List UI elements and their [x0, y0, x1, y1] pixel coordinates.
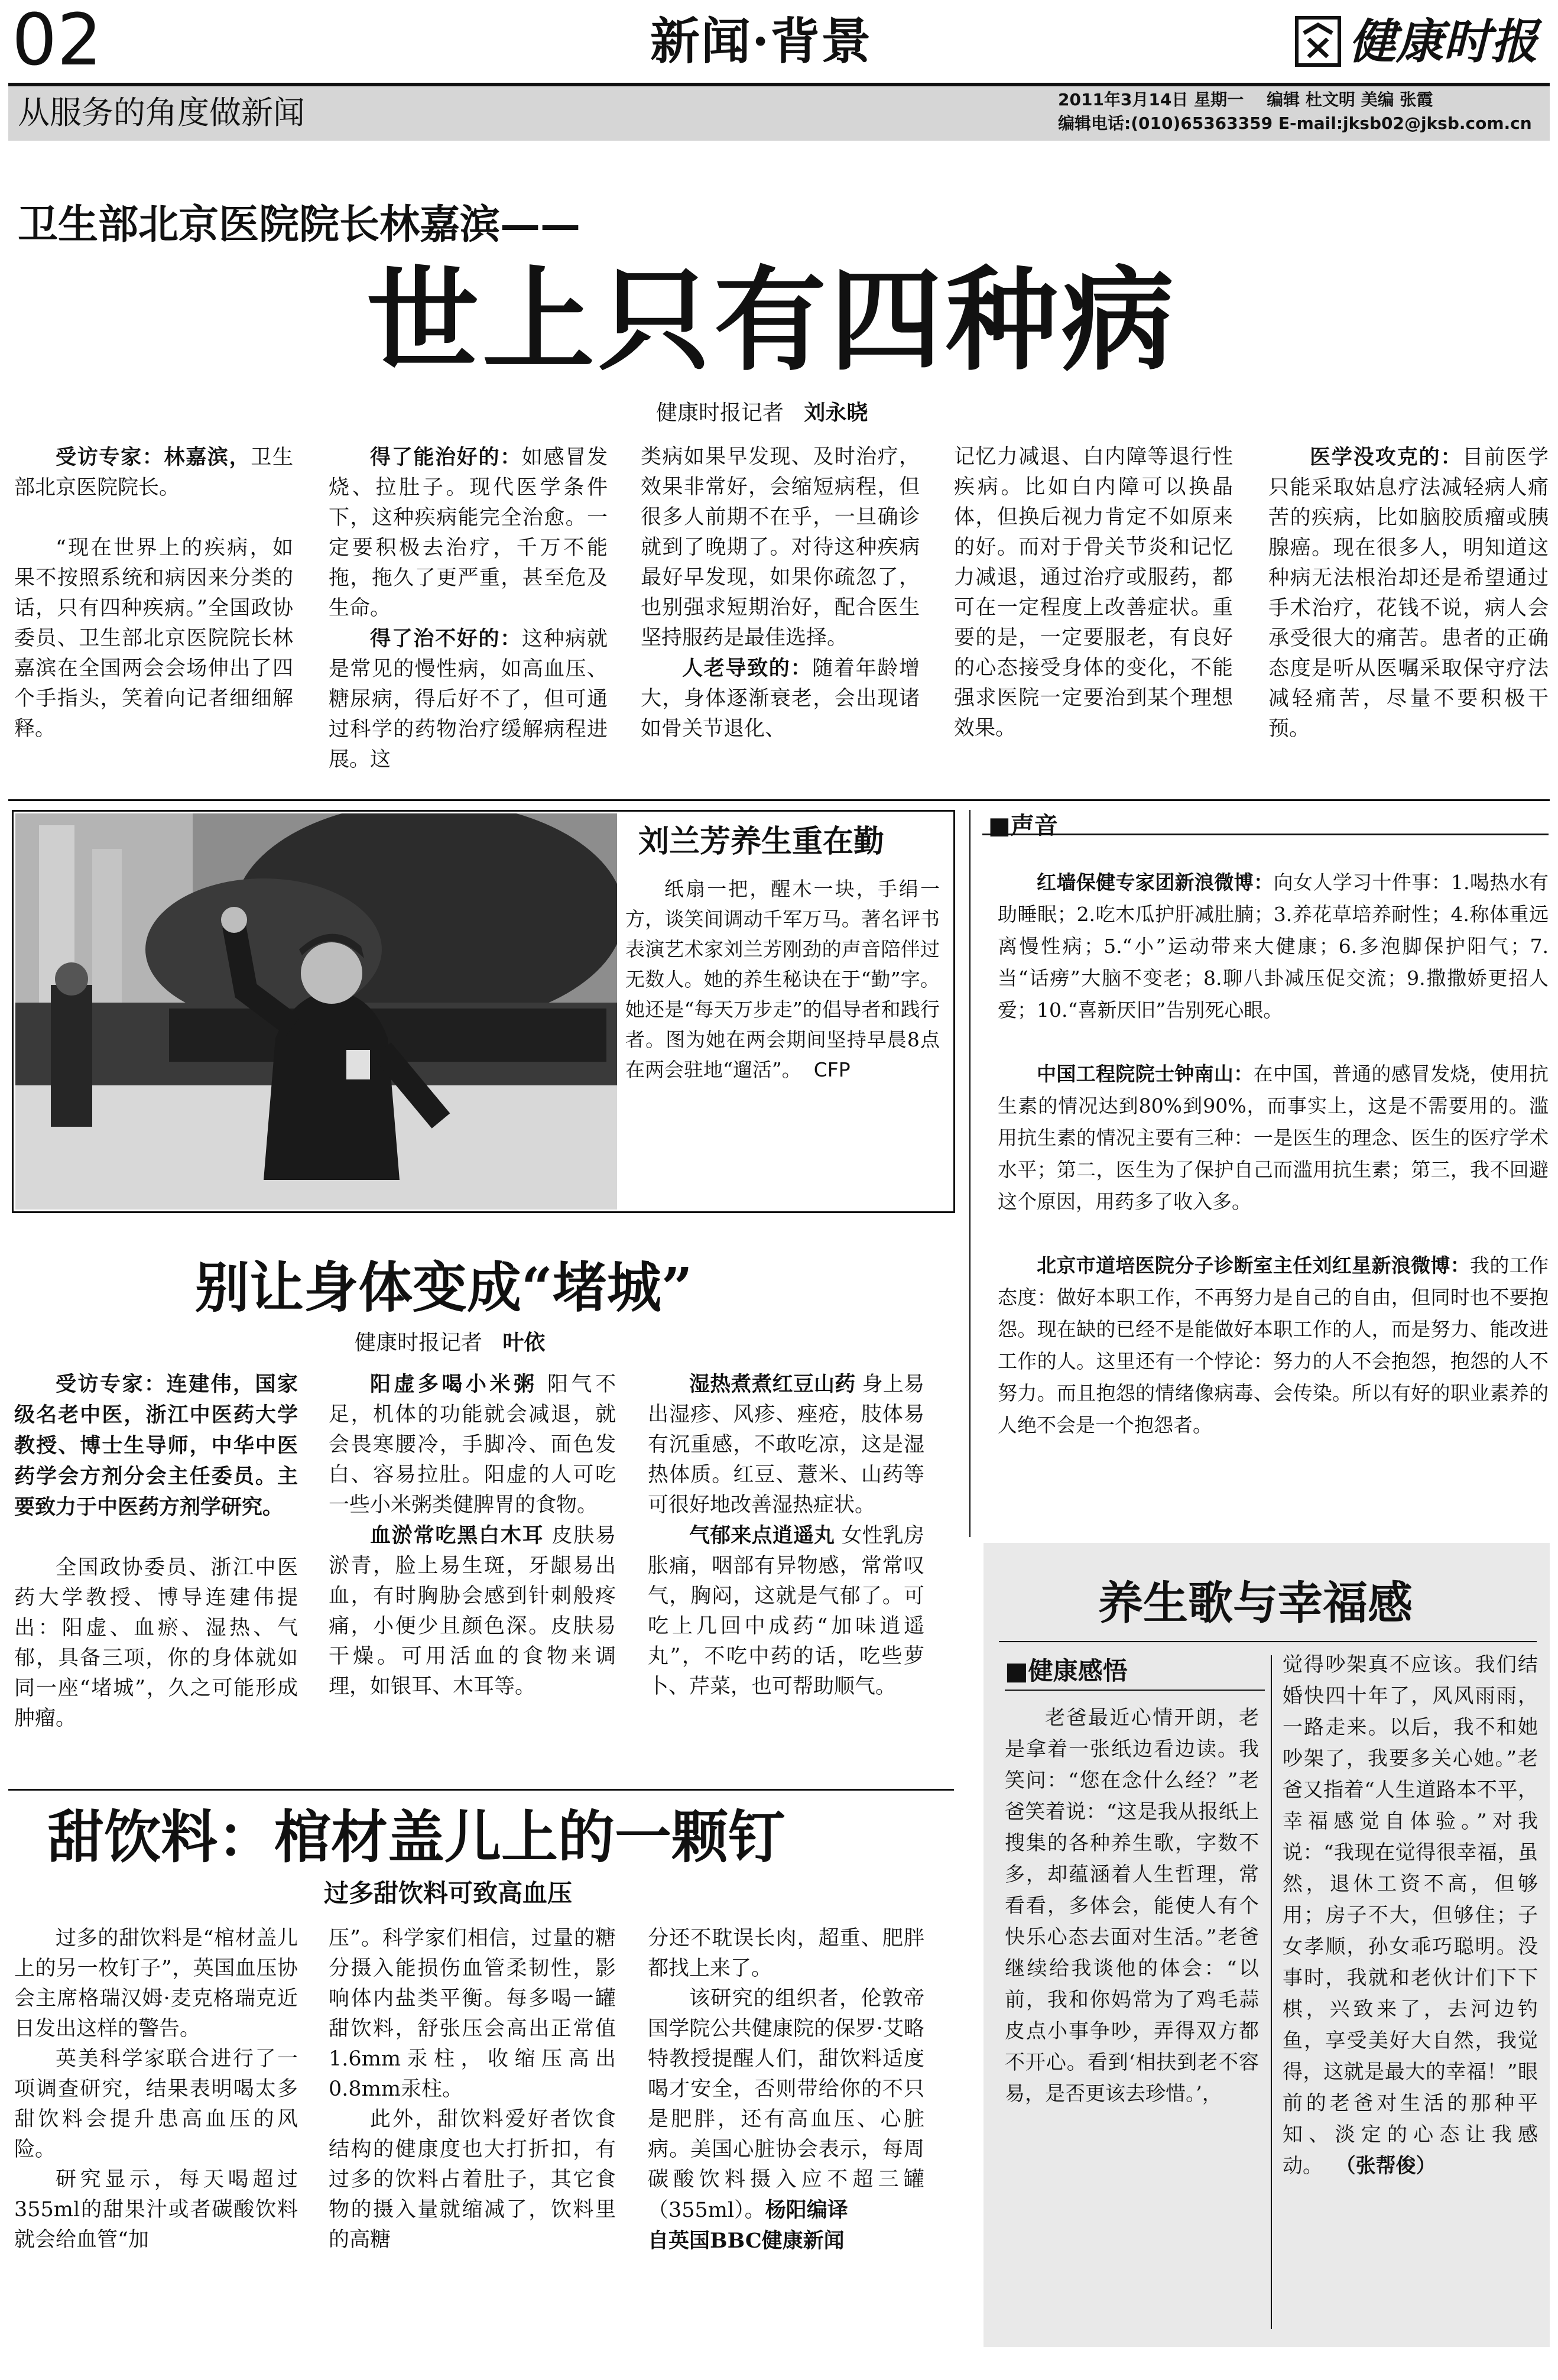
subhead-aging: 人老导致的：: [682, 656, 813, 680]
voice-item-1-source: 红墙保健专家团新浪微博：: [1037, 871, 1274, 894]
byline-name: 刘永晓: [804, 400, 868, 425]
voice-content: [998, 867, 1549, 1441]
subhead-qi-stagnation: 气郁来点逍遥丸: [689, 1523, 835, 1548]
subhead-blood-stasis: 血淤常吃黑白木耳: [370, 1523, 544, 1548]
blocked-city-column-3: [648, 1369, 924, 1702]
text-degenerative: 记忆力减退、白内障等退行性疾病。比如白内障可以换晶体，但换后视力肯定不如原来的好。而对于骨关节炎和记忆力减退，通过治疗或服药，都可在一定程度上改善症状。重要的是，一定要服老，有良好的心态接受身体的变化，不能强求医院一定要治到某个理想效果。: [954, 445, 1233, 740]
sweet-credit: 杨阳编译: [765, 2198, 848, 2222]
date-line: [1058, 89, 1433, 111]
sweet-drinks-top-rule: [8, 1789, 954, 1791]
lead-column-3: [641, 442, 920, 744]
text-unconquered: 目前医学只能采取姑息疗法减轻病人痛苦的疾病，比如脑胶质瘤或胰腺癌。现在很多人，明知道这种病无法根治却还是希望通过手术治疗，花钱不说，病人会承受很大的痛苦。患者的正确态度是听从医嘱采取保守疗法减轻痛苦，尽量不要积极干预。: [1268, 446, 1549, 741]
sweet-p5: 此外，甜饮料爱好者饮食结构的健康度也大打折扣，有过多的饮料占着肚子，其它食物的摄入量就缩减了，饮料里的高糖: [329, 2107, 616, 2252]
voice-item-3-source: 北京市道培医院分子诊断室主任刘红星新浪微博：: [1037, 1254, 1471, 1277]
blocked-city-byline-label: 健康时报记者: [355, 1331, 483, 1355]
happiness-column-divider: [1271, 1655, 1272, 2329]
lead-column-4: [954, 442, 1233, 744]
logo-text: 健康时报: [1349, 14, 1538, 69]
voice-section-rule: [982, 834, 1549, 835]
subhead-yang-deficiency: 阳虚多喝小米粥: [370, 1372, 538, 1396]
photo-scene-icon: [15, 813, 617, 1210]
text-qi-stagnation: 女性乳房胀痛，咽部有异物感，常常叹气，胸闷，这就是气郁了。可吃上几回中成药“加味逍遥丸”，不吃中药的话，吃些萝卜、芹菜，也可帮助顺气。: [648, 1524, 924, 1698]
blocked-expert-info: 连建伟，国家级名老中医，浙江中医药大学教授、博士生导师，中华中医药学会方剂分会主任委员。主要致力于中医药方剂学研究。: [14, 1372, 298, 1519]
lead-column-1: [14, 442, 293, 744]
sweet-p3: 研究显示，每天喝超过355ml的甜果汁或者碳酸饮料就会给血管“加: [14, 2168, 298, 2252]
photo-caption-text: 纸扇一把，醒木一块，手绢一方，谈笑间调动千军万马。著名评书表演艺术家刘兰芳刚劲的声音陪伴过无数人。她的养生秘诀在于“勤”字。她还是“每天万步走”的倡导者和践行者。图为她在两会期间坚持早晨8点在两会驻地“遛活”。: [625, 877, 940, 1081]
page-number: 02: [12, 0, 102, 82]
sweet-p6: 分还不耽误长肉，超重、肥胖都找上来了。: [648, 1927, 924, 1980]
staff-credit: 编辑 杜文明 美编 张霞: [1267, 90, 1433, 109]
happiness-author: （张帮俊）: [1335, 2154, 1436, 2178]
subhead-incurable: 得了治不好的：: [370, 627, 522, 651]
text-blood-stasis: 皮肤易淤青，脸上易生斑，牙龈易出血，有时胸胁会感到针刺般疼痛，小便少且颜色深。皮肤易干燥。可用活血的食物来调理，如银耳、木耳等。: [329, 1524, 616, 1698]
happiness-label-rule: [1005, 1690, 1265, 1691]
voice-column-divider: [969, 810, 970, 1537]
expert-info: 卫生部北京医院院长。: [14, 446, 293, 500]
logo-emblem-icon: [1294, 15, 1342, 69]
blocked-city-byline: [355, 1329, 545, 1357]
happiness-section-label: ■健康感悟: [1005, 1656, 1128, 1685]
photo-story-title: 刘兰芳养生重在勤: [638, 823, 885, 860]
byline-label: 健康时报记者: [656, 401, 784, 425]
subhead-unconquered: 医学没攻克的：: [1310, 445, 1463, 469]
happiness-column-2: [1283, 1649, 1538, 2182]
lead-byline: [656, 399, 868, 427]
sweet-source: 自英国BBC健康新闻: [648, 2229, 845, 2253]
lead-intro: “现在世界上的疾病，如果不按照系统和病因来分类的话，只有四种疾病。”全国政协委员、卫生部北京医院院长林嘉滨在全国两会会场伸出了四个手指头，笑着向记者细细解释。: [14, 536, 293, 741]
lead-bottom-rule: [8, 799, 1550, 801]
blocked-city-byline-name: 叶依: [502, 1330, 546, 1355]
blocked-intro: 全国政协委员、浙江中医药大学教授、博导连建伟提出：阳虚、血瘀、湿热、气郁，具备三项，你的身体就如同一座“堵城”，久之可能形成肿瘤。: [14, 1556, 298, 1730]
voice-item-2-text: 在中国，普通的感冒发烧，使用抗生素的情况达到80%到90%，而事实上，这是不需要用的。滥用抗生素的情况主要有三种：一是医生的理念、医生的医疗学术水平；第二，医生为了保护自己而滥用抗生素；第三，我不回避这个原因，用药多了收入多。: [998, 1062, 1549, 1213]
sweet-drinks-column-2: [329, 1924, 616, 2255]
blocked-city-headline: 别让身体变成“堵城”: [195, 1256, 693, 1319]
lead-column-2: [329, 442, 608, 775]
blocked-expert-label: 受访专家：: [56, 1372, 167, 1396]
issue-date: 2011年3月14日 星期一: [1058, 90, 1244, 109]
sweet-drinks-column-3: [648, 1924, 924, 2256]
sweet-drinks-subheadline: 过多甜饮料可致高血压: [324, 1879, 573, 1908]
happiness-headline-rule: [999, 1641, 1537, 1642]
subhead-curable: 得了能治好的：: [370, 445, 522, 469]
text-aging: 随着年龄增大，身体逐渐衰老，会出现诸如骨关节退化、: [641, 657, 920, 741]
text-curable: 如感冒发烧、拉肚子。现代医学条件下，这种疾病能完全治愈。一定要积极去治疗，千万不能拖，拖久了更严重，甚至危及生命。: [329, 446, 608, 620]
sweet-drinks-headline: 甜饮料：棺材盖儿上的一颗钉: [47, 1804, 785, 1870]
lead-kicker: 卫生部北京医院院长林嘉滨——: [18, 201, 581, 248]
voice-item-3-text: 我的工作态度：做好本职工作，不再努力是自己的自由，但同时也不要抱怨。现在缺的已经不是能做好本职工作的人，而是努力、能改进工作的人。这里还有一个悖论：努力的人不会抱怨，抱怨的人不努力。而且抱怨的情绪像病毒、会传染。所以有好的职业素养的人绝不会是一个抱怨者。: [998, 1254, 1549, 1437]
text-chronic: 类病如果早发现、及时治疗，效果非常好，会缩短病程，但很多人前期不在乎，一旦确诊就到了晚期了。对待这种疾病最好早发现，如果你疏忽了，也别强求短期治好，配合医生坚持服药是最佳选择。: [641, 445, 920, 650]
slogan: 从服务的角度做新闻: [18, 94, 305, 131]
sweet-p4: 压”。科学家们相信，过量的糖分摄入能损伤血管柔韧性，影响体内盐类平衡。每多喝一罐甜饮料，舒张压会高出正常值1.6mm汞柱，收缩压高出0.8mm汞柱。: [329, 1927, 616, 2101]
masthead-logo: [1294, 13, 1549, 72]
happiness-column-1: [1005, 1703, 1259, 2110]
voice-item-1-text: 向女人学习十件事：1.喝热水有助睡眠；2.吃木瓜护肝减肚腩；3.养花草培养耐性；4.称体重远离慢性病；5.“小”运动带来大健康；6.多泡脚保护阳气；7.当“话痨”大脑不变老；8.聊八卦减压促交流；9.撒撒娇更招人爱；10.“喜新厌旧”告别死心眼。: [998, 871, 1549, 1022]
happiness-text-2: 觉得吵架真不应该。我们结婚快四十年了，风风雨雨，一路走来。以后，我不和她吵架了，我要多关心她。”老爸又指着“人生道路本不平，幸福感觉自体验。”对我说：“我现在觉得很幸福，虽然，退休工资不高，但够用；房子不大，但够住；子女孝顺，孙女乖巧聪明。没事时，我就和老伙计们下下棋，兴致来了，去河边钓鱼，享受美好大自然，我觉得，这就是最大的幸福！”眼前的老爸对生活的那种平知、淡定的心态让我感动。: [1283, 1653, 1538, 2178]
sweet-p2: 英美科学家联合进行了一项调查研究，结果表明喝太多甜饮料会提升患高血压的风险。: [14, 2047, 298, 2161]
sweet-p7: 该研究的组织者，伦敦帝国学院公共健康院的保罗·艾略特教授提醒人们，甜饮料适度喝才安全，否则带给你的不只是肥胖，还有高血压、心脏病。美国心脏协会表示，每周碳酸饮料摄入应不超三罐（355ml）。: [648, 1987, 924, 2222]
news-photo: [15, 813, 617, 1210]
happiness-text-1: 老爸最近心情开朗，老是拿着一张纸边看边读。我笑问：“您在念什么经？”老爸笑着说：“这是我从报纸上搜集的各种养生歌，字数不多，却蕴涵着人生哲理，常看看，多体会，能使人有个快乐心态去面对生活。”老爸继续给我谈他的体会：“以前，我和你妈常为了鸡毛蒜皮点小事争吵，弄得双方都不开心。看到‘相扶到老不容易，是否更该去珍惜。’，: [1005, 1706, 1259, 2106]
lead-column-5: [1268, 442, 1549, 744]
lead-headline: 世上只有四种病: [366, 255, 1178, 386]
text-incurable: 这种病就是常见的慢性病，如高血压、糖尿病，得后好不了，但可通过科学的药物治疗缓解病程进展。这: [329, 627, 608, 771]
section-title: 新闻·背景: [650, 12, 872, 70]
voice-item-2-source: 中国工程院院士钟南山：: [1037, 1062, 1254, 1085]
photo-story-caption: [625, 874, 940, 1085]
voice-section-label: ■声音: [988, 812, 1058, 839]
expert-label: 受访专家：林嘉滨，: [56, 445, 251, 469]
blocked-city-column-1: [14, 1369, 298, 1734]
happiness-headline: 养生歌与幸福感: [1098, 1577, 1413, 1629]
contact-line: 编辑电话:(010)65363359 E-mail:jksb02@jksb.com.cn: [1058, 114, 1532, 133]
subhead-damp-heat: 湿热煮煮红豆山药: [689, 1372, 856, 1396]
sweet-p1: 过多的甜饮料是“棺材盖儿上的另一枚钉子”，英国血压协会主席格瑞汉姆·麦克格瑞克近日发出这样的警告。: [14, 1927, 298, 2041]
text-yang-deficiency: 阳气不足，机体的功能就会减退，就会畏寒腰冷，手脚冷、面色发白、容易拉肚。阳虚的人可吃一些小米粥类健脾胃的食物。: [329, 1373, 616, 1517]
photo-credit: CFP: [813, 1058, 851, 1081]
blocked-city-column-2: [329, 1369, 616, 1702]
sweet-drinks-column-1: [14, 1924, 298, 2255]
text-damp-heat: 身上易出湿疹、风疹、痤疮，肢体易有沉重感，不敢吃凉，这是湿热体质。红豆、薏米、山药等可很好地改善湿热症状。: [648, 1373, 924, 1517]
